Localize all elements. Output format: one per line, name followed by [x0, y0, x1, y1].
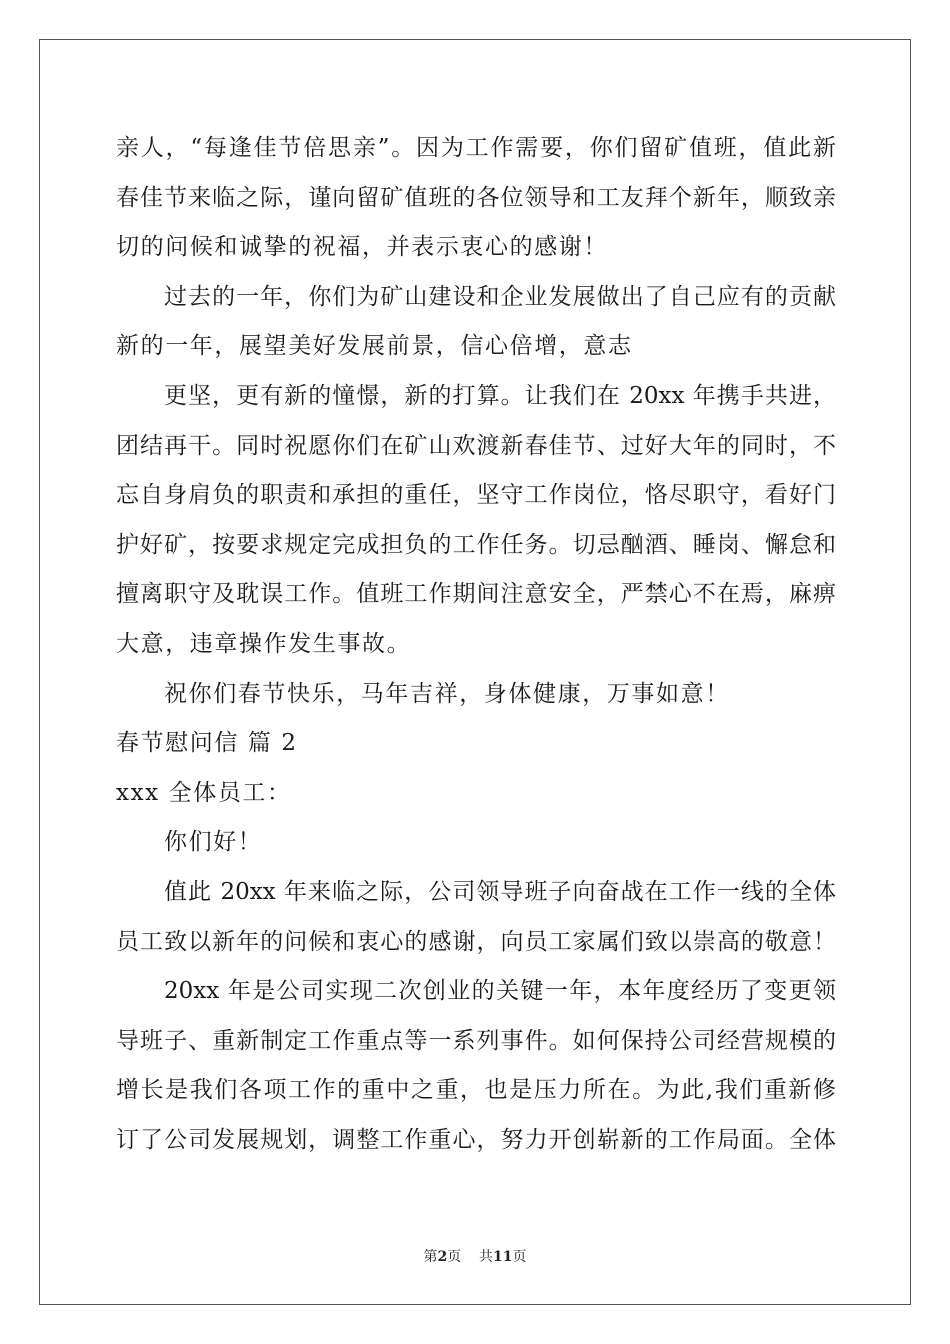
- text-line: 春佳节来临之际，谨向留矿值班的各位领导和工友拜个新年，顺致亲: [116, 184, 836, 211]
- text-line: 员工致以新年的问候和衷心的感谢，向员工家属们致以崇高的敬意！: [116, 928, 836, 955]
- paragraph-start-line: 更坚，更有新的憧憬，新的打算。让我们在 20xx 年携手共进，: [164, 382, 836, 409]
- page-number: 2: [437, 1249, 448, 1265]
- text-line: 增长是我们各项工作的重中之重，也是压力所在。为此,我们重新修: [116, 1077, 836, 1104]
- paragraph-start-line: 20xx 年是公司实现二次创业的关键一年，本年度经历了变更领: [164, 978, 836, 1005]
- total-pages: 11: [493, 1249, 513, 1265]
- paragraph-start-line: 祝你们春节快乐，马年吉祥，身体健康，万事如意！: [164, 680, 730, 707]
- text-line: 新的一年，展望美好发展前景，信心倍增，意志: [116, 333, 633, 360]
- paragraph-start-line: 值此 20xx 年来临之际，公司领导班子向奋战在工作一线的全体: [164, 878, 836, 905]
- text-line: 忘自身肩负的职责和承担的重任，坚守工作岗位，恪尽职守，看好门: [116, 482, 836, 509]
- text-line: 切的问候和诚挚的祝福，并表示衷心的感谢！: [116, 234, 608, 261]
- document-body: [116, 124, 836, 1165]
- text-line: 擅离职守及耽误工作。值班工作期间注意安全，严禁心不在焉，麻痹: [116, 581, 836, 608]
- total-prefix: 共: [479, 1249, 494, 1265]
- paragraph-start-line: 过去的一年，你们为矿山建设和企业发展做出了自己应有的贡献: [164, 283, 836, 310]
- text-line: 护好矿，按要求规定完成担负的工作任务。切忌酗酒、睡岗、懈怠和: [116, 531, 836, 558]
- text-line: 订了公司发展规划，调整工作重心，努力开创崭新的工作局面。全体: [116, 1126, 836, 1153]
- text-line: 大意，违章操作发生事故。: [116, 630, 412, 657]
- text-line: 团结再干。同时祝愿你们在矿山欢渡新春佳节、过好大年的同时，不: [116, 432, 836, 459]
- total-suffix: 页: [512, 1249, 527, 1265]
- text-line: 亲人，“每逢佳节倍思亲”。因为工作需要，你们留矿值班，值此新: [116, 135, 836, 161]
- page-footer: [0, 1246, 950, 1266]
- salutation: xxx 全体员工：: [116, 779, 292, 806]
- page-prefix: 第: [423, 1249, 438, 1265]
- page-suffix: 页: [447, 1249, 462, 1265]
- section-heading: 春节慰问信 篇 2: [116, 730, 298, 757]
- greeting: 你们好！: [164, 829, 263, 856]
- text-line: 导班子、重新制定工作重点等一系列事件。如何保持公司经营规模的: [116, 1027, 836, 1054]
